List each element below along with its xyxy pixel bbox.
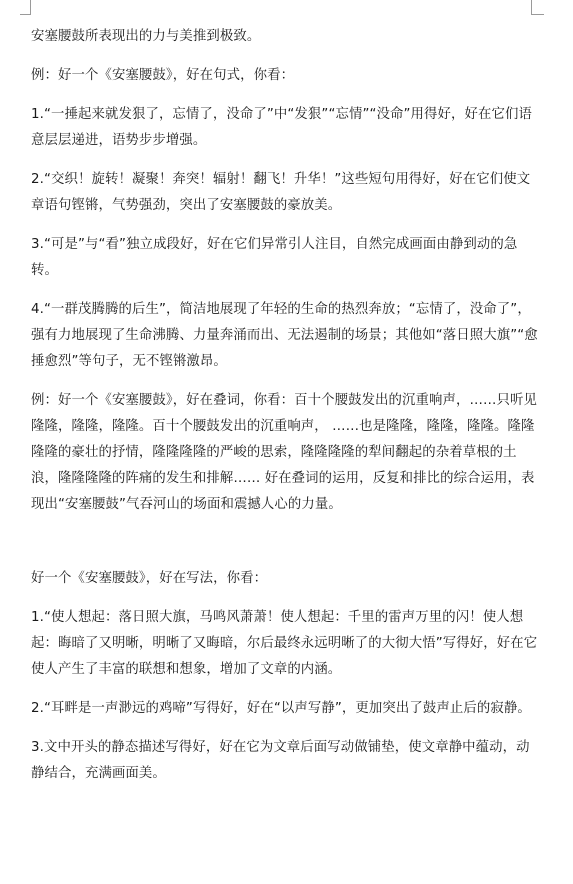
page-corner-mark-right <box>531 0 544 15</box>
paragraph-intro: 安塞腰鼓所表现出的力与美推到极致。 <box>31 29 261 44</box>
page-corner-mark-left <box>20 0 31 15</box>
paragraph-technique-point-3: 3.文中开头的静态描述写得好，好在它为文章后面写动做铺垫，使文章静中蕴动，动静结合，充满画面美。 <box>31 740 530 781</box>
paragraph-sentence-point-1: 1.“一捶起来就发狠了，忘情了，没命了”中“发狠”“忘情”“没命”用得好，好在它们语意层层递进，语势步步增强。 <box>31 107 532 148</box>
paragraph-sentence-heading: 例：好一个《安塞腰鼓》，好在句式，你看： <box>31 68 295 83</box>
paragraph-sentence-point-2: 2.“交织！旋转！凝聚！奔突！辐射！翻飞！升华！”这些短句用得好，好在它们使文章语句铿锵，气势强劲，突出了安塞腰鼓的豪放美。 <box>31 172 531 213</box>
paragraph-technique-point-2: 2.“耳畔是一声渺远的鸡啼”写得好，好在“以声写静”，更加突出了鼓声止后的寂静。 <box>31 701 531 716</box>
paragraph-technique-heading: 好一个《安塞腰鼓》，好在写法，你看： <box>31 571 268 586</box>
document-body <box>31 24 541 787</box>
paragraph-technique-point-1: 1.“使人想起：落日照大旗，马鸣风萧萧！使人想起：千里的雷声万里的闪！使人想起：晦暗了又明晰，明晰了又晦暗，尔后最终永远明晰了的大彻大悟”写得好，好在它使人产生了丰富的联想和想象，增加了文章的内涵。 <box>31 610 538 677</box>
paragraph-sentence-point-4: 4.“一群茂腾腾的后生”，简洁地展现了年轻的生命的热烈奔放；“忘情了，没命了”，强有力地展现了生命沸腾、力量奔涌而出、无法遏制的场景；其他如“落日照大旗”“愈捶愈烈”等句子，无不铿锵激昂。 <box>31 302 538 369</box>
paragraph-reduplication: 例：好一个《安塞腰鼓》，好在叠词，你看：百十个腰鼓发出的沉重响声，……只听见隆隆，隆隆，隆隆。百十个腰鼓发出的沉重响声， ……也是隆隆，隆隆，隆隆。隆隆隆隆的豪壮的抒情，隆隆隆隆的严峻的思索，隆隆隆隆的犁间翻起的杂着草根的土浪，隆隆隆隆的阵痛的发生和排解…… 好在叠词的运用，反复和排比的综合运用，表现出“安塞腰鼓”气吞河山的场面和震撼人心的力量。 <box>31 393 537 512</box>
paragraph-sentence-point-3: 3.“可是”与“看”独立成段好，好在它们异常引人注目，自然完成画面由静到动的急转。 <box>31 237 518 278</box>
